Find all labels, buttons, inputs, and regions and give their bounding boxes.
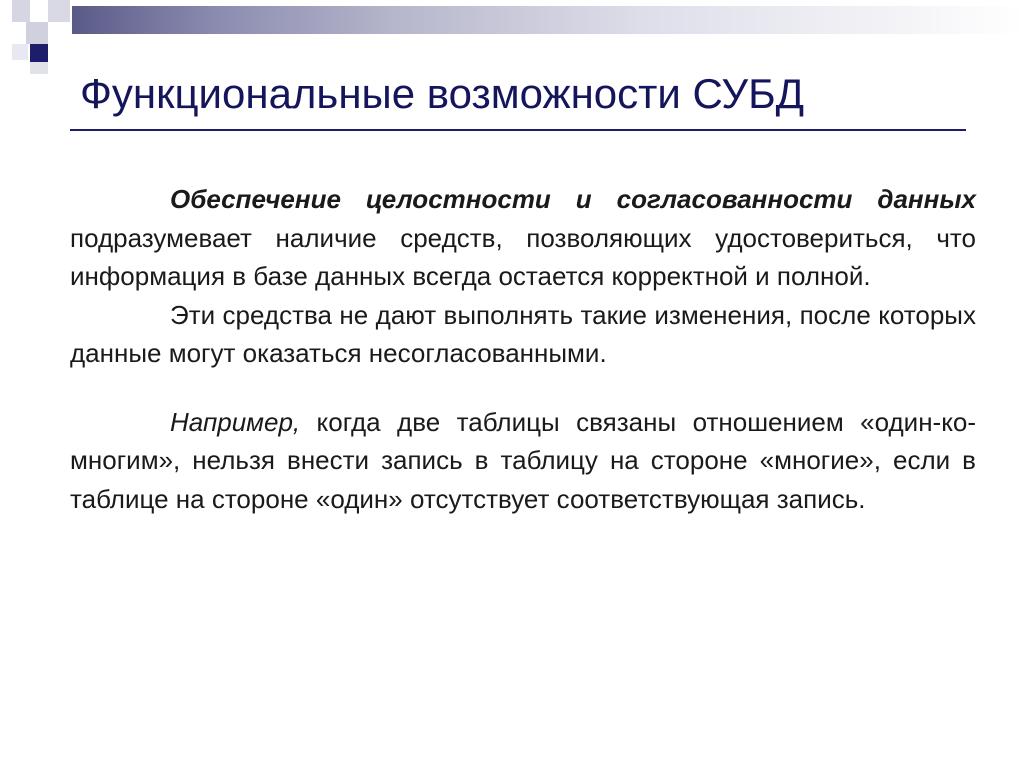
header-gradient-band — [72, 6, 1024, 34]
paragraph-text: Эти средства не дают выполнять такие изменения, после которых данные могут оказаться несогласованными. — [70, 299, 976, 368]
decor-square — [26, 22, 48, 44]
slide-title: Функциональные возможности СУБД — [80, 70, 805, 117]
decor-square — [58, 44, 70, 56]
title-underline — [70, 129, 966, 131]
paragraph-text: когда две таблицы связаны отношением «один-ко-многим», нельзя внести запись в таблицу на стороне «многие», если в таблице на стороне «один» отсутствует соответствующая запись. — [70, 406, 976, 514]
decor-square — [48, 22, 70, 42]
paragraph-lead: Например, — [170, 406, 301, 437]
decor-square — [12, 44, 28, 60]
decor-square-dark — [30, 44, 48, 62]
decor-square — [30, 62, 48, 74]
decor-square — [48, 0, 70, 22]
slide-body — [70, 180, 976, 518]
paragraph-integrity — [70, 180, 976, 296]
paragraph-text: подразумевает наличие средств, позволяющих удостовериться, что информация в базе данных всегда остается корректной и полной. — [70, 222, 976, 291]
paragraph-means — [70, 296, 976, 373]
paragraph-lead: Обеспечение целостности и согласованности данных — [170, 184, 976, 214]
decor-square — [30, 0, 46, 22]
paragraph-example — [70, 403, 976, 519]
decor-square — [12, 0, 30, 22]
